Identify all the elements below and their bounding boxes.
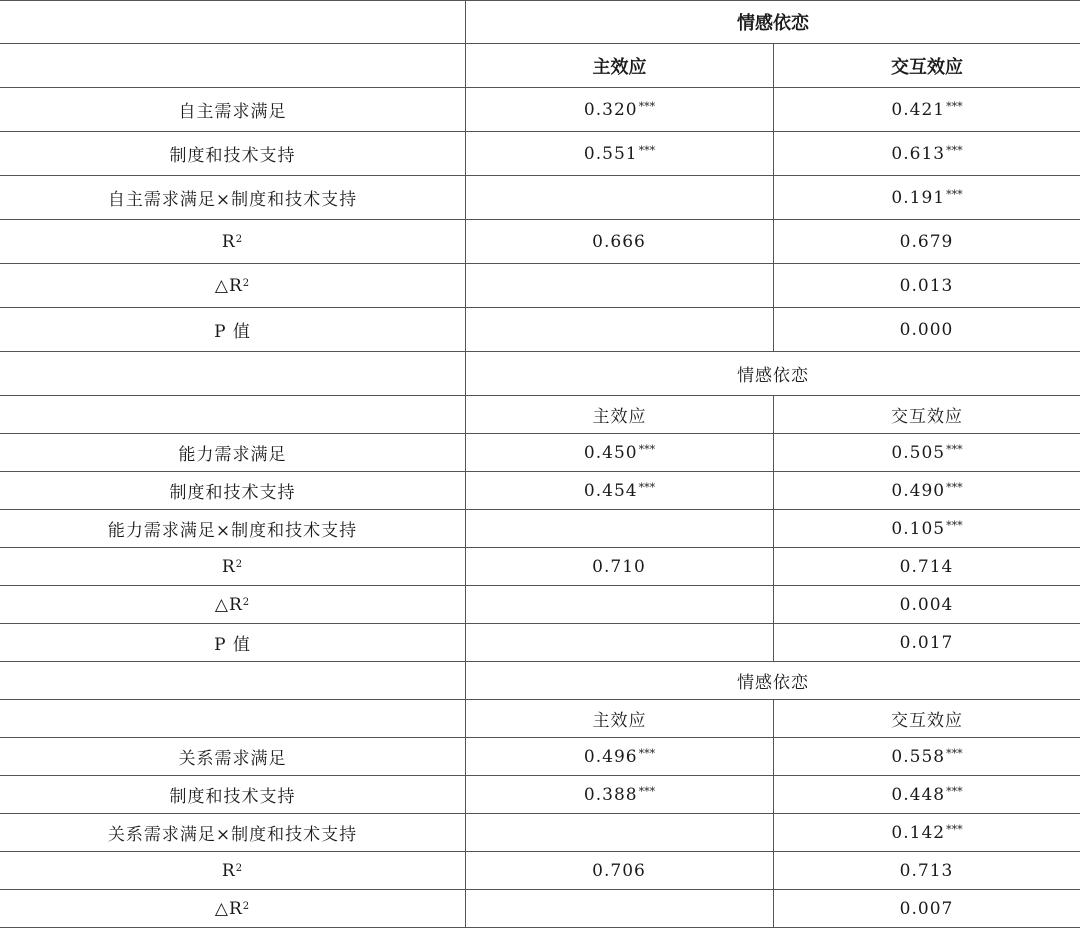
interaction-effect-cell (774, 624, 1080, 661)
coefficient-value: 0.551 (583, 143, 638, 164)
row-label-cell (0, 776, 466, 813)
significance-stars: *** (638, 747, 656, 760)
significance-stars: *** (946, 100, 963, 113)
empty-corner-cell (0, 44, 466, 87)
main-effect-cell (466, 472, 774, 509)
empty-corner-cell (0, 352, 466, 395)
table-row (0, 472, 1080, 510)
coefficient-value: 0.000 (899, 319, 954, 340)
interaction-effect-cell (774, 548, 1080, 585)
significance-stars: *** (638, 100, 656, 113)
row-label: △R (214, 898, 243, 919)
coefficient-value: 0.017 (899, 632, 954, 653)
column-header-interaction-effect: 交互效应 (891, 407, 963, 427)
row-label: △R (214, 275, 243, 296)
interaction-effect-cell (774, 776, 1080, 813)
row-label-cell (0, 472, 466, 509)
row-label: △R (214, 594, 243, 615)
row-label-cell (0, 814, 466, 851)
coefficient-value: 0.191 (891, 187, 946, 208)
empty-corner-cell (0, 1, 466, 43)
interaction-effect-cell (774, 586, 1080, 623)
table-column-header-row (0, 396, 1080, 434)
significance-stars: *** (946, 443, 963, 456)
row-label: 自主需求满足×制度和技术支持 (107, 190, 358, 210)
column-header-interaction-effect: 交互效应 (891, 711, 963, 731)
table-row (0, 220, 1080, 264)
coefficient-value: 0.558 (891, 746, 946, 767)
main-effect-cell (466, 510, 774, 547)
row-label-cell (0, 176, 466, 219)
empty-corner-cell (0, 662, 466, 699)
table-row (0, 624, 1080, 662)
main-effect-cell (466, 220, 774, 263)
table-row (0, 852, 1080, 890)
table-row (0, 264, 1080, 308)
table-row (0, 776, 1080, 814)
coefficient-value: 0.421 (891, 99, 946, 120)
row-label-superscript: 2 (235, 863, 244, 874)
table-row (0, 890, 1080, 928)
group-header: 情感依恋 (737, 673, 809, 693)
row-label-cell (0, 852, 466, 889)
coefficient-value: 0.714 (899, 556, 954, 577)
table-row (0, 548, 1080, 586)
table-row (0, 308, 1080, 352)
row-label-superscript: 2 (242, 901, 251, 912)
table-group-header-row (0, 0, 1080, 44)
interaction-effect-cell (774, 132, 1080, 175)
row-label-cell (0, 510, 466, 547)
table-row (0, 586, 1080, 624)
row-label: 能力需求满足 (178, 445, 287, 465)
row-label: 关系需求满足×制度和技术支持 (107, 825, 358, 845)
empty-corner-cell (0, 700, 466, 737)
coefficient-value: 0.105 (891, 518, 946, 539)
table-row (0, 88, 1080, 132)
significance-stars: *** (946, 519, 963, 532)
table-row (0, 132, 1080, 176)
main-effect-cell (466, 814, 774, 851)
coefficient-value: 0.613 (891, 143, 946, 164)
main-effect-cell (466, 132, 774, 175)
column-header-main-effect: 主效应 (466, 44, 774, 87)
empty-corner-cell (0, 396, 466, 433)
coefficient-value: 0.505 (891, 442, 946, 463)
row-label-cell (0, 88, 466, 131)
significance-stars: *** (946, 188, 963, 201)
main-effect-cell (466, 586, 774, 623)
main-effect-cell (466, 776, 774, 813)
significance-stars: *** (946, 747, 963, 760)
interaction-effect-cell (774, 814, 1080, 851)
main-effect-cell (466, 738, 774, 775)
column-header-main-effect: 主效应 (466, 700, 774, 737)
interaction-effect-cell (774, 176, 1080, 219)
interaction-effect-cell (774, 308, 1080, 351)
row-label: P 值 (214, 322, 251, 342)
row-label-cell (0, 308, 466, 351)
table-row (0, 738, 1080, 776)
group-header: 情感依恋 (737, 366, 809, 386)
significance-stars: *** (946, 481, 963, 494)
interaction-effect-cell (774, 220, 1080, 263)
interaction-effect-cell (774, 264, 1080, 307)
row-label-cell (0, 264, 466, 307)
table-column-header-row (0, 44, 1080, 88)
coefficient-value: 0.496 (583, 746, 638, 767)
main-effect-cell (466, 548, 774, 585)
interaction-effect-cell (774, 738, 1080, 775)
row-label: 能力需求满足×制度和技术支持 (107, 521, 358, 541)
table-column-header-row (0, 700, 1080, 738)
row-label: R (221, 556, 236, 577)
row-label: 关系需求满足 (178, 749, 287, 769)
significance-stars: *** (946, 785, 963, 798)
row-label-superscript: 2 (242, 597, 251, 608)
interaction-effect-cell (774, 852, 1080, 889)
main-effect-cell (466, 434, 774, 471)
coefficient-value: 0.679 (899, 231, 954, 252)
interaction-effect-cell (774, 510, 1080, 547)
row-label: R (221, 860, 236, 881)
column-header-main-effect: 主效应 (466, 396, 774, 433)
row-label-cell (0, 548, 466, 585)
row-label: P 值 (214, 635, 251, 655)
row-label-superscript: 2 (242, 278, 251, 289)
table-row (0, 510, 1080, 548)
row-label-superscript: 2 (235, 234, 244, 245)
main-effect-cell (466, 308, 774, 351)
coefficient-value: 0.706 (592, 860, 646, 881)
table-row (0, 434, 1080, 472)
significance-stars: *** (946, 144, 963, 157)
coefficient-value: 0.450 (583, 442, 638, 463)
coefficient-value: 0.454 (583, 480, 638, 501)
main-effect-cell (466, 264, 774, 307)
interaction-effect-cell (774, 472, 1080, 509)
table-row (0, 814, 1080, 852)
main-effect-cell (466, 624, 774, 661)
coefficient-value: 0.004 (899, 594, 954, 615)
row-label-cell (0, 890, 466, 927)
table-group-header-row (0, 662, 1080, 700)
row-label-cell (0, 624, 466, 661)
row-label: R (221, 231, 236, 252)
group-header: 情感依恋 (737, 13, 809, 34)
interaction-effect-cell (774, 434, 1080, 471)
coefficient-value: 0.013 (899, 275, 954, 296)
main-effect-cell (466, 852, 774, 889)
column-header-interaction-effect: 交互效应 (891, 56, 963, 78)
row-label-cell (0, 586, 466, 623)
coefficient-value: 0.666 (592, 231, 646, 252)
main-effect-cell (466, 88, 774, 131)
table-row (0, 176, 1080, 220)
main-effect-cell (466, 176, 774, 219)
row-label-superscript: 2 (235, 559, 244, 570)
table-group-header-row (0, 352, 1080, 396)
row-label-cell (0, 738, 466, 775)
row-label-cell (0, 132, 466, 175)
coefficient-value: 0.490 (891, 480, 946, 501)
row-label: 制度和技术支持 (169, 483, 296, 503)
row-label-cell (0, 434, 466, 471)
coefficient-value: 0.142 (891, 822, 946, 843)
coefficient-value: 0.710 (592, 556, 646, 577)
coefficient-value: 0.007 (899, 898, 954, 919)
significance-stars: *** (638, 443, 656, 456)
row-label: 自主需求满足 (178, 102, 287, 122)
significance-stars: *** (638, 144, 656, 157)
coefficient-value: 0.388 (583, 784, 638, 805)
row-label: 制度和技术支持 (169, 787, 296, 807)
row-label-cell (0, 220, 466, 263)
interaction-effect-cell (774, 890, 1080, 927)
coefficient-value: 0.320 (583, 99, 638, 120)
coefficient-value: 0.448 (891, 784, 946, 805)
row-label: 制度和技术支持 (169, 146, 296, 166)
interaction-effect-cell (774, 88, 1080, 131)
significance-stars: *** (638, 481, 656, 494)
significance-stars: *** (638, 785, 656, 798)
significance-stars: *** (946, 823, 963, 836)
main-effect-cell (466, 890, 774, 927)
coefficient-value: 0.713 (899, 860, 954, 881)
